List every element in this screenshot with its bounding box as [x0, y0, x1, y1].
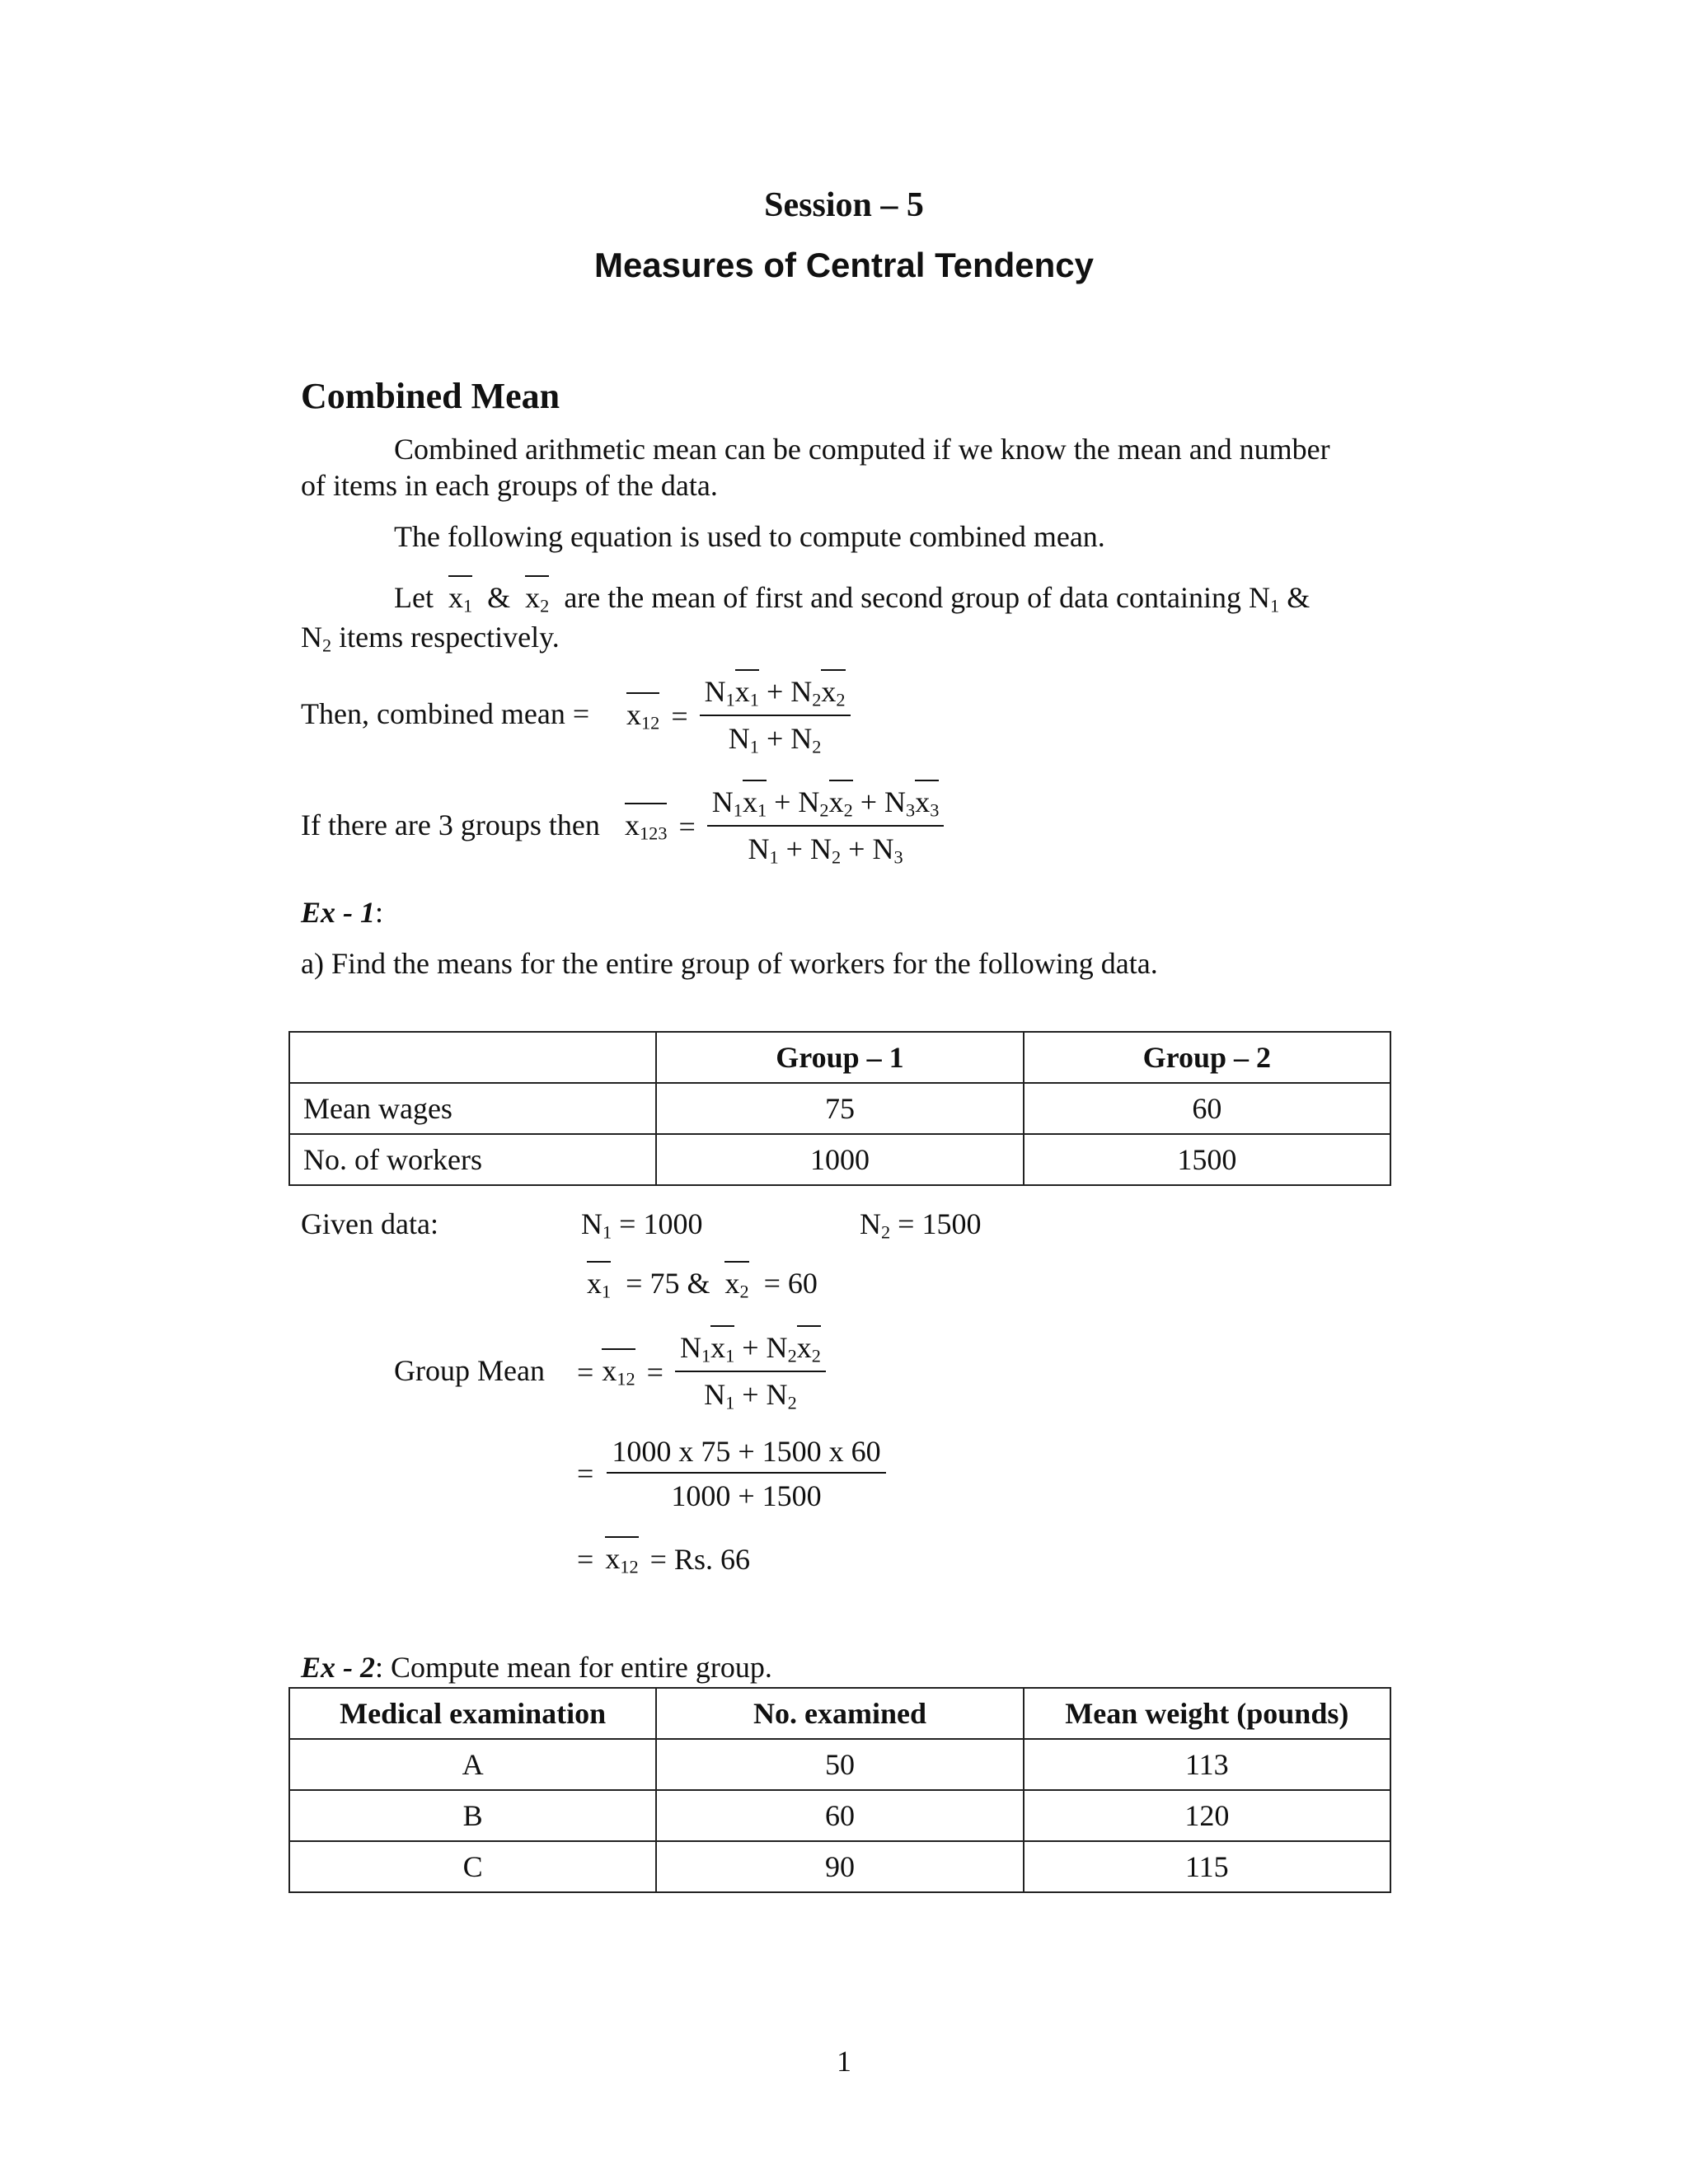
- fraction: $\frac{N_1x_1 + N_2x_2}{N_1 + N_2}$: [700, 674, 851, 757]
- ex2-table: [288, 1687, 1391, 1893]
- table-cell: A: [289, 1739, 656, 1790]
- calc-numerator: 1000 x 75 + 1500 x 60: [607, 1434, 885, 1474]
- table-row: [289, 1739, 1390, 1790]
- table-cell: 115: [1024, 1841, 1390, 1892]
- table-row: [289, 1790, 1390, 1841]
- table-cell: 50: [656, 1739, 1023, 1790]
- three-group-mean-formula: [625, 785, 944, 868]
- fraction: $\frac{N_1x_1 + N_2x_2 + N_3x_3}{N_1 + N_2 + N_3}$: [707, 785, 945, 868]
- ex1-colon: :: [375, 896, 384, 929]
- table-cell: 120: [1024, 1790, 1390, 1841]
- amp: &: [487, 581, 511, 614]
- combined-mean-formula: [626, 674, 851, 757]
- table-cell: 113: [1024, 1739, 1390, 1790]
- table-header-cell: Group – 1: [656, 1032, 1023, 1083]
- table-cell: Mean wages: [289, 1083, 656, 1134]
- x2-value: = 60: [763, 1267, 818, 1300]
- page-title: Measures of Central Tendency: [593, 246, 1095, 284]
- x12-bar-symbol: $x_{12}$: [602, 1354, 635, 1390]
- result-value: = Rs. 66: [649, 1543, 750, 1577]
- n2-letter: N: [301, 621, 322, 654]
- let-rest: are the mean of first and second group of data containing N: [564, 581, 1271, 614]
- calc-denominator: 1000 + 1500: [671, 1479, 822, 1512]
- fraction: $\frac{N_1x_1 + N_2x_2}{N_1 + N_2}$: [675, 1330, 826, 1413]
- x1-value: = 75 &: [626, 1267, 710, 1300]
- paragraph-line: Combined arithmetic mean can be computed if we know the mean and number: [394, 433, 1330, 466]
- ex1-label: [301, 895, 383, 930]
- equals-sign: =: [678, 809, 696, 843]
- table-cell: 90: [656, 1841, 1023, 1892]
- n1-subscript: 1: [1270, 595, 1280, 616]
- table-cell: 1000: [656, 1134, 1023, 1185]
- calculation-step: = $\frac{1000 x 75 + 1500 x 60}{1000 + 1500}$: [577, 1434, 886, 1513]
- group-mean-label: Group Mean: [394, 1354, 545, 1387]
- group-mean-formula: = $x_{12}$ = $\frac{N_1x_1 + N_2x_2}{N_1 + N_2}$: [577, 1330, 826, 1413]
- table-cell: B: [289, 1790, 656, 1841]
- table-header-cell: Medical examination: [289, 1688, 656, 1739]
- table-cell: C: [289, 1841, 656, 1892]
- let-statement: [394, 580, 1310, 617]
- table-cell: 1500: [1024, 1134, 1390, 1185]
- three-groups-label: If there are 3 groups then: [301, 808, 600, 841]
- x12-bar-symbol: $x_{12}$: [626, 698, 660, 733]
- x1-bar-symbol: $x_1$: [587, 1267, 612, 1302]
- ex2-text: : Compute mean for entire group.: [375, 1651, 772, 1684]
- table-row: [289, 1841, 1390, 1892]
- n2-subscript: 2: [322, 635, 332, 656]
- table-row: [289, 1083, 1390, 1134]
- then-label: Then, combined mean =: [301, 697, 590, 730]
- ex2-label: [301, 1650, 772, 1685]
- section-heading: Combined Mean: [301, 376, 560, 416]
- table-cell: 60: [656, 1790, 1023, 1841]
- table-header-row: [289, 1032, 1390, 1083]
- paragraph-line: The following equation is used to compute combined mean.: [394, 520, 1105, 553]
- paragraph-line: of items in each groups of the data.: [301, 469, 718, 502]
- n2-items-line: [301, 620, 560, 657]
- table-header-row: [289, 1688, 1390, 1739]
- n2-rest: items respectively.: [331, 621, 560, 654]
- x12-bar-symbol: $x_{12}$: [605, 1542, 639, 1577]
- ex1-table: [288, 1031, 1391, 1186]
- x2-bar-symbol: $x_2$: [525, 581, 550, 616]
- n2-given: $N_2 = 1500$: [860, 1207, 982, 1243]
- ex1-label-text: Ex - 1: [301, 896, 375, 929]
- table-header-cell: No. examined: [656, 1688, 1023, 1739]
- given-label: Given data:: [301, 1207, 438, 1240]
- table-cell: No. of workers: [289, 1134, 656, 1185]
- n1-given: $N_1 = 1000$: [581, 1207, 703, 1243]
- session-heading: Session – 5: [764, 186, 924, 224]
- table-row: [289, 1134, 1390, 1185]
- ex1-question: a) Find the means for the entire group of workers for the following data.: [301, 947, 1158, 980]
- x-values-given: [587, 1266, 818, 1303]
- page-number: 1: [837, 2045, 851, 2078]
- result-line: = $x_{12}$ = Rs. 66: [577, 1542, 750, 1577]
- fraction: [607, 1434, 885, 1513]
- x123-bar-symbol: $x_{123}$: [625, 808, 668, 844]
- let-rest-end: &: [1287, 581, 1311, 614]
- table-cell: 60: [1024, 1083, 1390, 1134]
- table-cell: 75: [656, 1083, 1023, 1134]
- equals-sign: =: [671, 699, 688, 733]
- let-word: Let: [394, 581, 434, 614]
- ex2-label-text: Ex - 2: [301, 1651, 375, 1684]
- table-header-cell: Mean weight (pounds): [1024, 1688, 1390, 1739]
- x1-bar-symbol: $x_1$: [448, 581, 473, 616]
- table-header-cell: [289, 1032, 656, 1083]
- table-header-cell: Group – 2: [1024, 1032, 1390, 1083]
- x2-bar-symbol: $x_2$: [724, 1267, 749, 1302]
